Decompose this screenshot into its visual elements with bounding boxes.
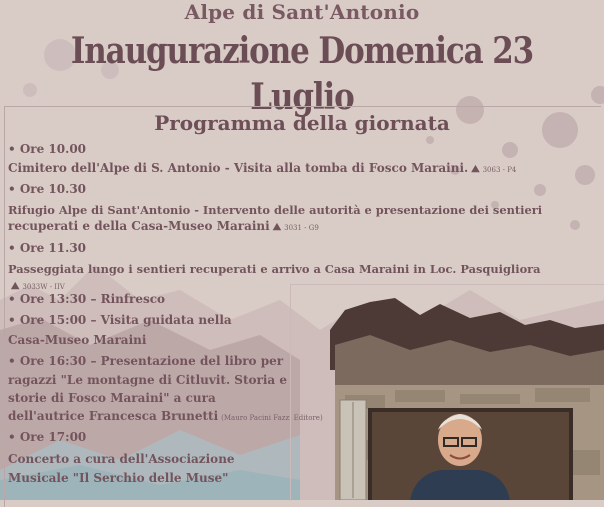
programme-line: storie di Fosco Maraini" a cura <box>8 391 216 405</box>
photo-maraini <box>300 290 604 500</box>
programme-line: • Ore 16:30 – Presentazione del libro per <box>8 354 284 368</box>
programme-line: • Ore 10.00 <box>8 142 87 156</box>
hiker-icon: ⛰ <box>471 164 480 175</box>
programme-line: ragazzi "Le montagne di Citluvit. Storia e <box>8 373 287 387</box>
hiker-icon: ⛰ <box>11 281 20 292</box>
programme-line: Casa-Museo Maraini <box>8 333 147 347</box>
programme-line: • Ore 11.30 <box>8 241 87 255</box>
page-title: Inaugurazione Domenica 23 Luglio <box>70 30 534 118</box>
programme-line: recuperati e della Casa-Museo Maraini ⛰ 3031 - G9 <box>8 219 319 233</box>
programme-line: ⛰ 3033W - IIV <box>11 281 65 292</box>
programme-line: Cimitero dell'Alpe di S. Antonio - Visita alla tomba di Fosco Maraini. ⛰ 3063 - P4 <box>8 161 517 175</box>
programme-line: • Ore 10.30 <box>8 182 87 196</box>
programme-line: dell'autrice Francesca Brunetti (Mauro Pacini Fazzi Editore) <box>8 409 323 423</box>
programme-line: Musicale "Il Serchio delle Muse" <box>8 471 229 485</box>
programme-line: Rifugio Alpe di Sant'Antonio - Intervento delle autorità e presentazione dei sentieri <box>8 203 543 217</box>
programme-line: • Ore 13:30 – Rinfresco <box>8 292 166 306</box>
programme-line: • Ore 15:00 – Visita guidata nella <box>8 313 232 327</box>
programme-line: Concerto a cura dell'Associazione <box>8 452 235 466</box>
header-subtitle: Alpe di Sant'Antonio <box>184 0 420 24</box>
programme-line: • Ore 17:00 <box>8 430 87 444</box>
programme-heading: Programma della giornata <box>154 111 450 135</box>
hiker-icon: ⛰ <box>272 222 282 233</box>
programme-line: Passeggiata lungo i sentieri recuperati e arrivo a Casa Maraini in Loc. Pasquigliora <box>8 262 541 276</box>
